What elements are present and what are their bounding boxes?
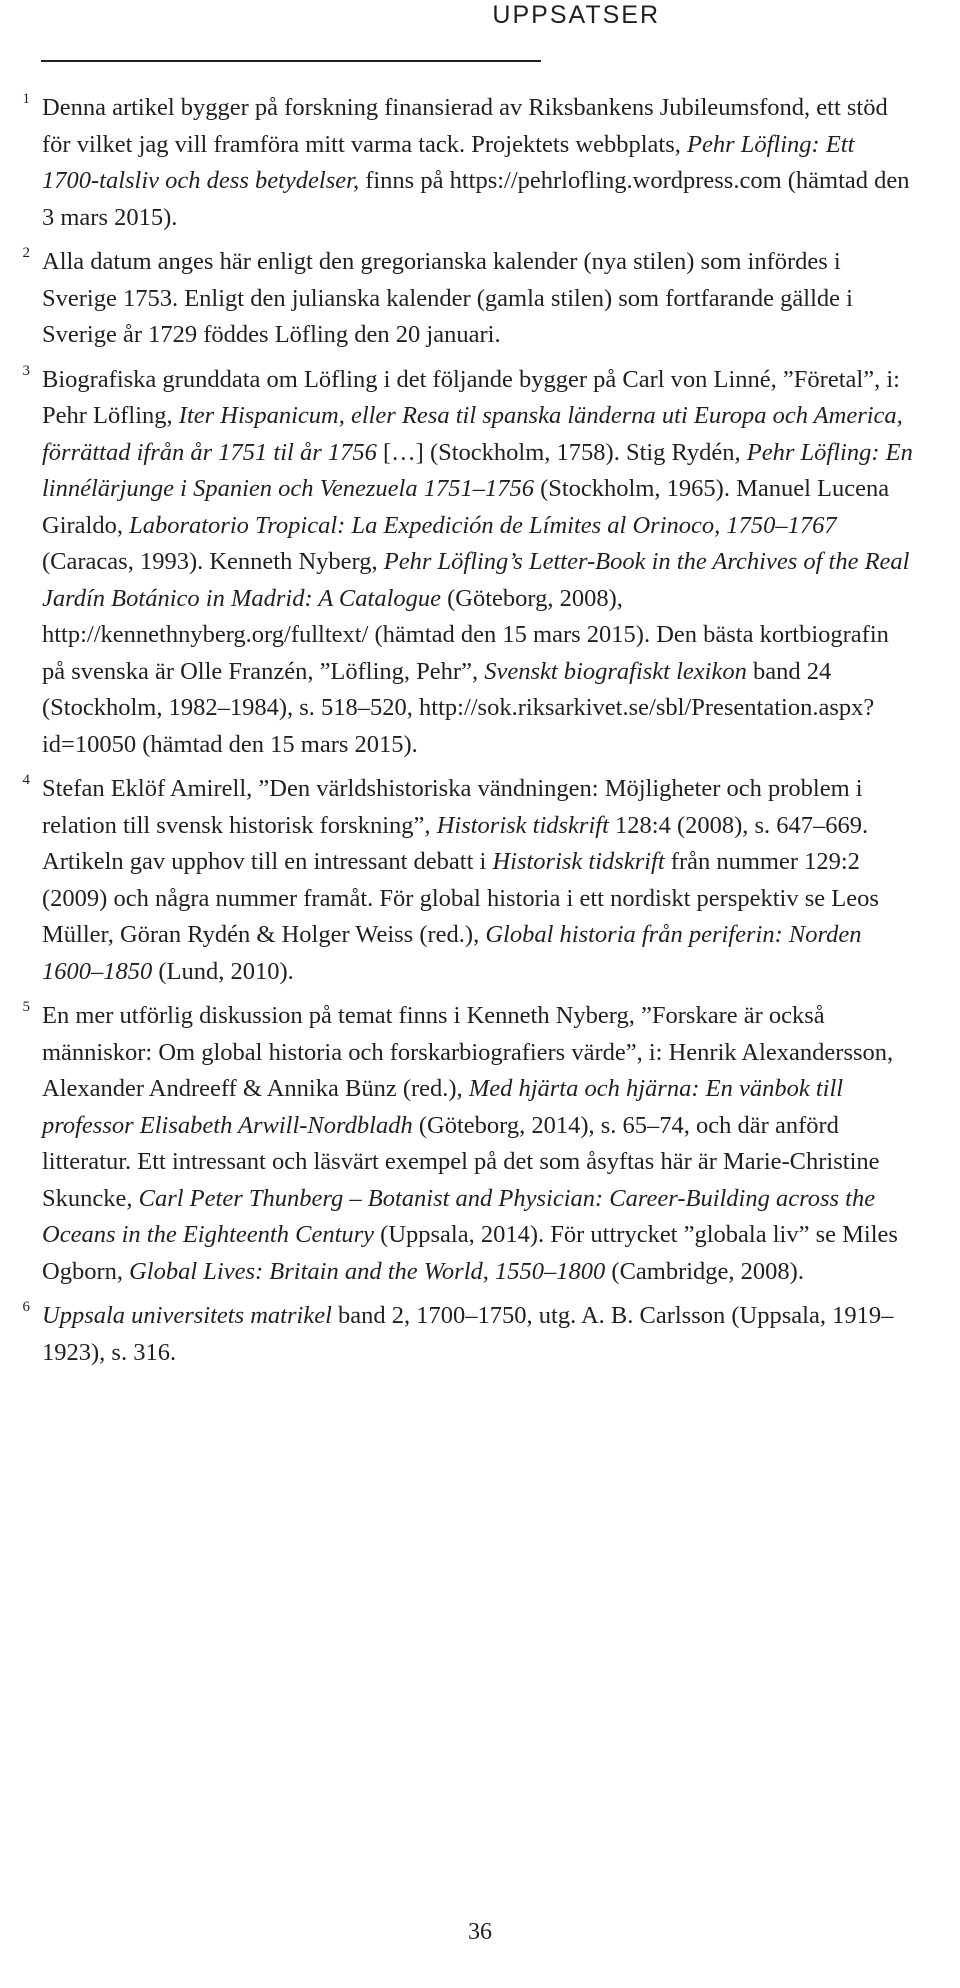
italic-title: Global historia från periferin: Norden 1600–1850: [42, 921, 862, 985]
running-head: UPPSATSER: [492, 1, 660, 29]
footnote-number: 6: [22, 1299, 30, 1315]
italic-title: Pehr Löfling: Ett 1700-talsliv och dess betydelser,: [42, 130, 855, 194]
footnote-text-segment: En mer utförlig diskussion på temat finns i Kenneth Nyberg, ”Forskare är också människor: Om global historia och forskarbiografiers värde”, i: Henrik Alexandersson, Alexander Andreeff & Annika Bünz (red.),: [42, 1002, 894, 1102]
italic-title: Carl Peter Thunberg – Botanist and Physician: Career-Building across the Oceans in the Eighteenth Century: [42, 1184, 876, 1248]
footnote-text: [42, 998, 917, 1290]
footnote-number: 5: [22, 999, 30, 1015]
footnote: [22, 1298, 917, 1371]
footnotes-list: [0, 90, 960, 1379]
footnote-text-segment: Biografiska grunddata om Löfling i det följande bygger på Carl von Linné, ”Företal”, i: Pehr Löfling,: [42, 365, 900, 429]
footnote: [22, 362, 917, 764]
footnote-text-segment: band 24 (Stockholm, 1982–1984), s. 518–520, http://sok.riksarkivet.se/sbl/Presentation.aspx?id=10050 (hämtad den 15 mars 2015).: [42, 657, 875, 758]
footnote-text: [42, 244, 917, 354]
italic-title: Uppsala universitets matrikel: [42, 1302, 332, 1329]
footnote: [22, 244, 917, 354]
footnote-text-segment: Stefan Eklöf Amirell, ”Den världshistoriska vändningen: Möjligheter och problem i relation till svensk historisk forskning”,: [42, 775, 863, 839]
footnote-rule: [41, 60, 541, 62]
footnote-text-segment: (Göteborg, 2014), s. 65–74, och där anförd litteratur. Ett intressant och läsvärt exempel på det som åsyftas här är Marie-Christine Skuncke,: [42, 1111, 880, 1212]
footnote-text-segment: band 2, 1700–1750, utg. A. B. Carlsson (Uppsala, 1919–1923), s. 316.: [42, 1302, 894, 1366]
footnote-text-segment: (Uppsala, 2014). För uttrycket ”globala liv” se Miles Ogborn,: [42, 1221, 898, 1285]
italic-title: Svenskt biografiskt lexikon: [484, 657, 747, 685]
footnote-text-segment: […] (Stockholm, 1758). Stig Rydén,: [376, 438, 747, 466]
italic-title: Iter Hispanicum, eller Resa til spanska länderna uti Europa och America, förrättad ifrån år 1751 til år 1756: [42, 402, 903, 466]
footnote: [22, 90, 917, 236]
footnote-number: 2: [22, 245, 30, 261]
italic-title: Global Lives: Britain and the World, 1550–1800: [129, 1257, 606, 1285]
footnote-text: [42, 90, 917, 236]
footnote-text-segment: (Cambridge, 2008).: [605, 1257, 804, 1285]
italic-title: Pehr Löfling: En linnélärjunge i Spanien och Venezuela 1751–1756: [42, 438, 913, 502]
footnote-text-segment: Alla datum anges här enligt den gregorianska kalender (nya stilen) som infördes i Sverige 1753. Enligt den julianska kalender (gamla stilen) som fortfarande gällde i Sverige år 1729 föddes Löfling den 20 januari.: [42, 248, 853, 348]
footnote-text-segment: (Göteborg, 2008), http://kennethnyberg.org/fulltext/ (hämtad den 15 mars 2015). Den bästa kortbiografin på svenska är Olle Franzén, ”Löfling, Pehr”,: [42, 584, 889, 685]
footnote: [22, 998, 917, 1290]
footnote-number: 1: [22, 91, 30, 107]
footnote-text: [42, 771, 917, 990]
footnote-number: 4: [22, 772, 30, 788]
footnote-text-segment: 128:4 (2008), s. 647–669. Artikeln gav upphov till en intressant debatt i: [42, 811, 869, 875]
footnote-text-segment: (Stockholm, 1965). Manuel Lucena Giraldo,: [42, 475, 890, 539]
italic-title: Med hjärta och hjärna: En vänbok till professor Elisabeth Arwill-Nordbladh: [42, 1075, 844, 1139]
page-number: 36: [468, 1919, 492, 1945]
footnote-text-segment: (Lund, 2010).: [152, 957, 294, 985]
footnote-number: 3: [22, 362, 30, 379]
footnote-text-segment: från nummer 129:2 (2009) och några nummer framåt. För global historia i ett nordiskt perspektiv se Leos Müller, Göran Rydén & Holger Weiss (red.),: [42, 848, 879, 948]
italic-title: Laboratorio Tropical: La Expedición de Límites al Orinoco, 1750–1767: [129, 511, 837, 539]
footnote: [22, 771, 917, 990]
footnote-text-segment: Denna artikel bygger på forskning finansierad av Riksbankens Jubileumsfond, ett stöd för vilket jag vill framföra mitt varma tack. Projektets webbplats,: [42, 94, 888, 158]
footnote-text: [42, 362, 917, 764]
italic-title: Historisk tidskrift: [492, 848, 665, 875]
italic-title: Historisk tidskrift: [436, 811, 609, 839]
footnote-text-segment: (Caracas, 1993). Kenneth Nyberg,: [42, 548, 384, 575]
italic-title: Pehr Löfling’s Letter-Book in the Archives of the Real Jardín Botánico in Madrid: A Catalogue: [42, 548, 910, 612]
footnote-text-segment: finns på https://pehrlofling.wordpress.com (hämtad den 3 mars 2015).: [42, 167, 910, 231]
footnote-text: [42, 1298, 917, 1371]
